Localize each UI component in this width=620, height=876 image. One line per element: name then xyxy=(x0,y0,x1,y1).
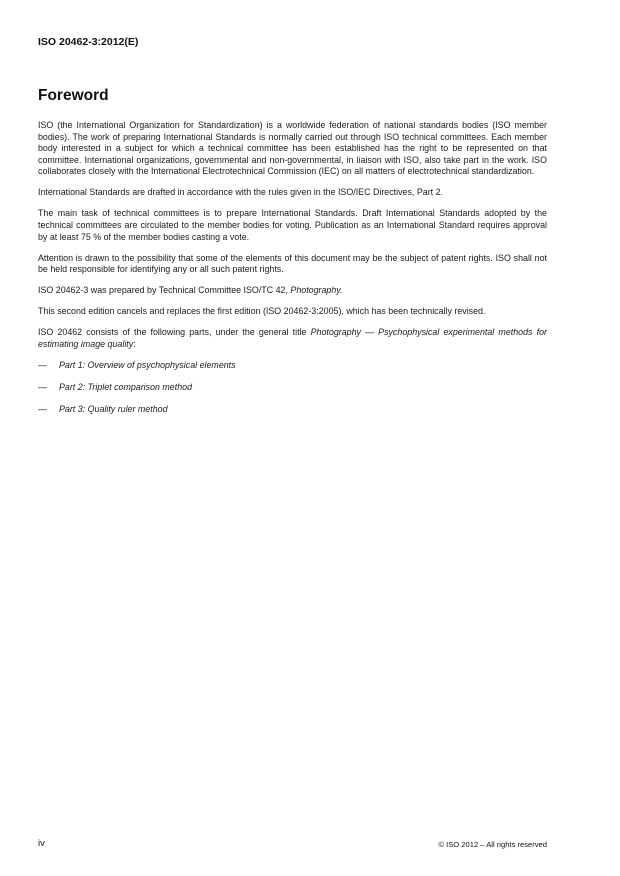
list-dash: — xyxy=(38,404,47,415)
paragraph-technical-committees: The main task of technical committees is to prepare International Standards. Draft International Standards adopted by the technical committees are circulated to the member bodies for voting. Publication as an International Standard requires approval by at least 75 % of the member bodies casting a vote. xyxy=(38,208,547,242)
list-dash: — xyxy=(38,359,47,370)
parts-intro-colon: : xyxy=(133,338,136,349)
list-item-text: Part 3: Quality ruler method xyxy=(59,404,168,415)
paragraph-patent-rights: Attention is drawn to the possibility that some of the elements of this document may be the subject of patent rights. ISO shall not be held responsible for identifying any or all such patent rights. xyxy=(38,252,547,275)
parts-general-title: Photography — Psychophysical experimental methods for estimating image quality xyxy=(38,327,547,349)
list-item xyxy=(38,360,547,372)
document-id: ISO 20462-3:2012(E) xyxy=(38,36,139,48)
paragraph-directives: International Standards are drafted in accordance with the rules given in the ISO/IEC Directives, Part 2. xyxy=(38,187,444,198)
section-title: Foreword xyxy=(38,87,109,104)
parts-list xyxy=(38,360,547,416)
page-number: iv xyxy=(38,838,45,849)
paragraph-prepared-by xyxy=(38,285,547,297)
paragraph-iso-federation: ISO (the International Organization for Standardization) is a worldwide federation of national standards bodies (ISO member bodies). The work of preparing International Standards is normally carried out through ISO technical committees. Each member body interested in a subject for which a technical committee has been established has the right to be represented on that committee. International organizations, governmental and non-governmental, in liaison with ISO, also take part in the work. ISO collaborates closely with the International Electrotechnical Commission (IEC) on all matters of electrotechnical standardization. xyxy=(38,120,547,177)
list-item xyxy=(38,404,547,416)
prepared-by-text: ISO 20462-3 was prepared by Technical Committee ISO/TC 42, xyxy=(38,285,291,296)
list-item xyxy=(38,382,547,394)
list-item-text: Part 2: Triplet comparison method xyxy=(59,382,193,393)
list-dash: — xyxy=(38,382,47,393)
prepared-by-committee-title: Photography. xyxy=(290,285,343,296)
paragraph-edition: This second edition cancels and replaces the first edition (ISO 20462-3:2005), which has been technically revised. xyxy=(38,306,486,317)
list-item-text: Part 1: Overview of psychophysical elements xyxy=(59,359,236,370)
parts-intro-text: ISO 20462 consists of the following parts, under the general title xyxy=(38,327,311,338)
copyright-notice: © ISO 2012 – All rights reserved xyxy=(438,840,547,849)
paragraph-parts-intro xyxy=(38,327,547,350)
foreword-body xyxy=(38,120,547,427)
